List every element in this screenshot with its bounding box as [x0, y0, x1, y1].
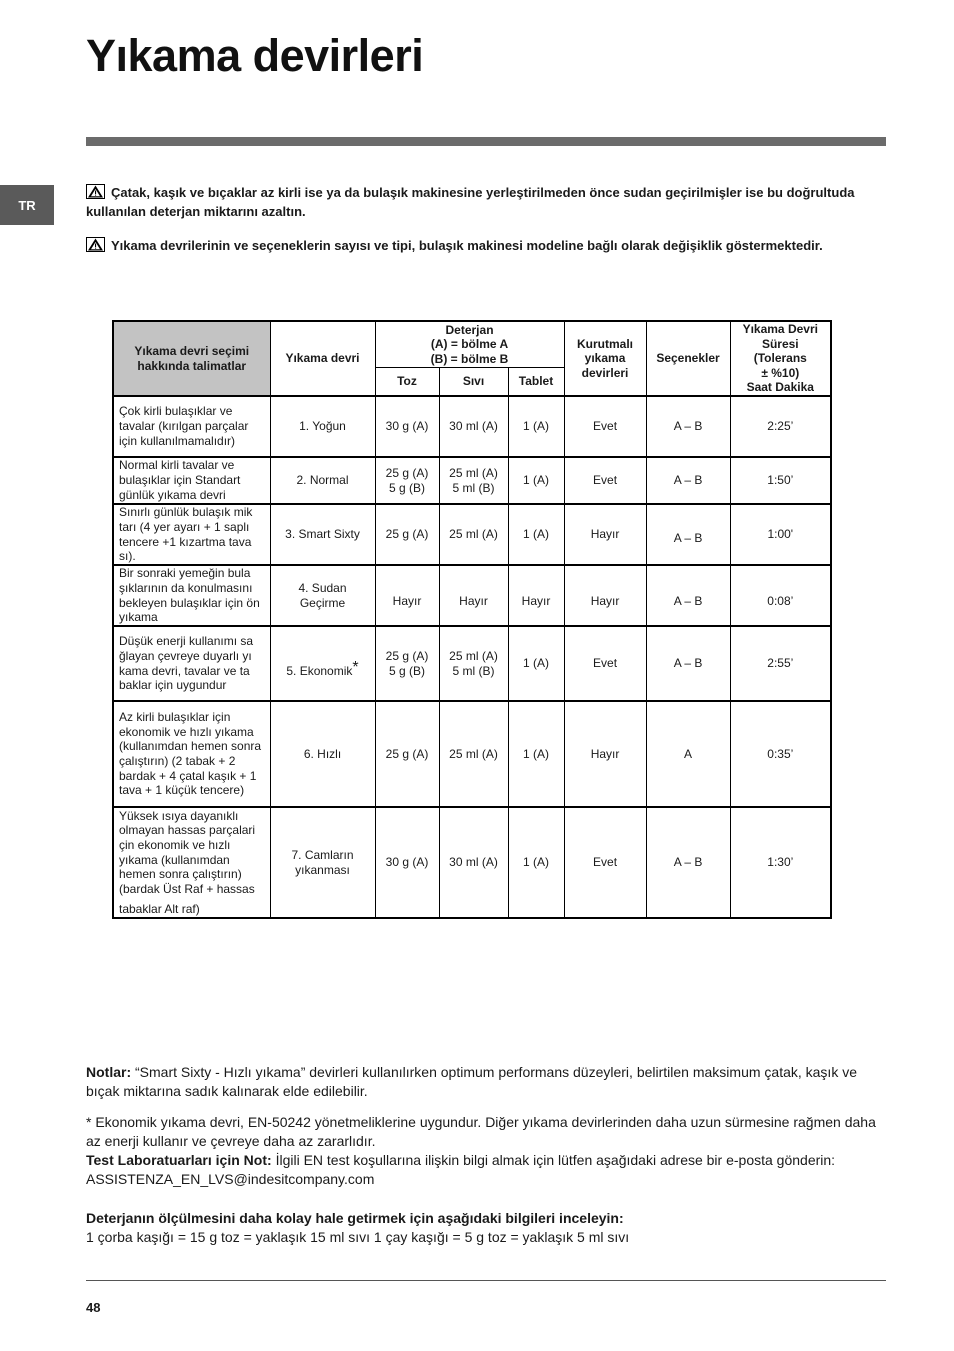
warning-icon: [86, 237, 105, 252]
table-row: [113, 504, 831, 565]
cell-options: A – B: [646, 807, 730, 918]
cell-duration: 1:30’: [730, 807, 831, 918]
cell-powder-line: 5 g (B): [388, 480, 425, 495]
cell-instructions-text: tabaklar Alt raf): [119, 901, 200, 916]
notes-label: Notlar:: [86, 1064, 132, 1080]
cell-tablet: 1 (A): [508, 626, 564, 701]
cell-tablet: 1 (A): [508, 396, 564, 457]
warning-text-1: Çatak, kaşık ve bıçaklar az kirli ise ya da bulaşık makinesine yerleştirilmeden önce sudan geçirilmişler ise bu doğrultuda kullanılan deterjan miktarını azaltın.: [86, 185, 855, 219]
cell-powder: [375, 626, 439, 701]
cell-duration: 2:25’: [730, 396, 831, 457]
cell-duration: 1:00': [730, 504, 831, 565]
cell-tablet: 1 (A): [508, 807, 564, 918]
header-drying-line: devirleri: [581, 365, 629, 380]
cell-powder-line: 25 g (A): [385, 527, 429, 542]
cell-liquid-line: 25 ml (A): [449, 746, 498, 761]
cell-drying: Hayır: [564, 504, 646, 565]
cell-drying: Evet: [564, 396, 646, 457]
wash-cycles-table: [112, 320, 832, 919]
header-instructions: Yıkama devri seçimi hakkında talimatlar: [113, 321, 270, 396]
warning-text-2: Yıkama devrilerinin ve seçeneklerin sayısı ve tipi, bulaşık makinesi modeline bağlı olarak değişiklik göstermektedir.: [111, 238, 823, 253]
header-tablet: Tablet: [508, 367, 564, 396]
warning-icon: [86, 184, 105, 199]
warning-note-1: [86, 183, 876, 221]
notes-paragraph: [86, 1063, 878, 1101]
cell-instructions: [113, 807, 270, 918]
cell-cycle: 3. Smart Sixty: [270, 504, 375, 565]
cell-cycle-line: 4. Sudan: [298, 580, 347, 595]
cell-powder-line: 30 g (A): [385, 419, 429, 434]
cell-powder: [375, 701, 439, 807]
cell-tablet: 1 (A): [508, 504, 564, 565]
header-duration-line: Yıkama Devri: [742, 322, 818, 337]
cell-liquid: [439, 504, 508, 565]
header-drying: [564, 321, 646, 396]
header-duration-line: Süresi: [761, 336, 799, 351]
cell-duration: 2:55’: [730, 626, 831, 701]
footnote-asterisk: *: [352, 658, 359, 676]
footer-divider: [86, 1280, 886, 1281]
table-row: [113, 457, 831, 504]
cell-powder: [375, 396, 439, 457]
cell-duration: [730, 565, 831, 626]
cell-powder: [375, 504, 439, 565]
lab-email: ASSISTENZA_EN_LVS@indesitcompany.com: [86, 1171, 375, 1187]
header-detergent: [375, 321, 564, 367]
lab-note-text: İlgili EN test koşullarına ilişkin bilgi almak için lütfen aşağıdaki adrese bir e-posta gönderin:: [275, 1152, 836, 1168]
cell-powder-line: Hayır: [392, 594, 422, 609]
cell-powder: [375, 565, 439, 626]
cell-liquid: [439, 626, 508, 701]
cell-powder-line: 5 g (B): [388, 663, 425, 678]
cell-duration-text: 0:08’: [767, 594, 794, 609]
cell-cycle-line: Geçirme: [299, 595, 346, 610]
table-row: [113, 565, 831, 626]
cell-liquid-line: 25 ml (A): [449, 648, 498, 663]
header-detergent-line: (B) = bölme B: [430, 351, 509, 366]
measure-text: 1 çorba kaşığı = 15 g toz = yaklaşık 15 ml sıvı 1 çay kaşığı = 5 g toz = yaklaşık 5 ml sıvı: [86, 1229, 630, 1245]
cell-drying: Hayır: [564, 701, 646, 807]
economy-footnote: * Ekonomik yıkama devri, EN-50242 yönetmeliklerine uygundur. Diğer yıkama devirlerinden daha uzun sürmesine rağmen daha az enerji kullanır ve çevreye daha az zararlıdır.: [86, 1114, 876, 1149]
table-row: [113, 626, 831, 701]
lab-note-label: Test Laboratuarları için Not:: [86, 1152, 272, 1168]
table-row: [113, 701, 831, 807]
cell-options: A – B: [646, 626, 730, 701]
cell-cycle: [270, 565, 375, 626]
cell-powder-line: 25 g (A): [385, 648, 429, 663]
cell-powder: [375, 457, 439, 504]
cell-liquid-line: 5 ml (B): [452, 480, 495, 495]
header-duration-line: ± %10): [761, 365, 800, 380]
cell-cycle-line: yıkanması: [295, 862, 350, 877]
cell-duration: 0:35’: [730, 701, 831, 807]
language-tab: TR: [0, 185, 54, 225]
cell-options: [646, 504, 730, 565]
warning-note-2: [86, 236, 906, 255]
cell-cycle: [270, 626, 375, 701]
cell-drying: Evet: [564, 626, 646, 701]
cell-powder: [375, 807, 439, 918]
page-title: Yıkama devirleri: [86, 30, 424, 81]
measure-title-text: Deterjanın ölçülmesini daha kolay hale getirmek için aşağıdaki bilgileri inceleyin:: [86, 1210, 624, 1226]
header-options: Seçenekler: [646, 321, 730, 396]
cell-drying: Evet: [564, 807, 646, 918]
cell-liquid: [439, 807, 508, 918]
table-row: [113, 807, 831, 918]
cell-drying: Evet: [564, 457, 646, 504]
header-detergent-line: (A) = bölme A: [430, 337, 509, 351]
notes-section: [86, 1063, 878, 1247]
header-detergent-line: Deterjan: [445, 322, 494, 337]
cell-options: A – B: [646, 457, 730, 504]
header-duration-line: Saat Dakika: [746, 380, 814, 395]
cell-duration: 1:50’: [730, 457, 831, 504]
cell-instructions-text: Yüksek ısıya dayanıklı olmayan hassas parçalari çin ekonomik ve hızlı yıkama (kullanımdan hemen sonra çalıştırın) (bardak Üst Raf + hassas: [119, 808, 256, 897]
table-row: [113, 396, 831, 457]
cell-cycle: 2. Normal: [270, 457, 375, 504]
cell-tablet: 1 (A): [508, 701, 564, 807]
cell-cycle-text: 5. Ekonomik: [286, 663, 353, 678]
cell-instructions: Sınırlı günlük bulaşık mik tarı (4 yer ayarı + 1 saplı tencere +1 kızartma tava sı).: [113, 504, 270, 565]
cell-liquid-line: 30 ml (A): [449, 855, 498, 870]
cell-liquid-line: 25 ml (A): [449, 527, 498, 542]
cell-instructions: Bir sonraki yemeğin bula şıklarının da konulmasını bekleyen bulaşıklar için ön yıkama: [113, 565, 270, 626]
cell-options: A: [646, 701, 730, 807]
header-drying-line: yıkama: [584, 351, 626, 366]
header-duration-line: (Tolerans: [753, 351, 807, 366]
cell-powder-line: 30 g (A): [385, 855, 429, 870]
page-number: 48: [86, 1300, 101, 1315]
cell-liquid-line: 5 ml (B): [452, 663, 495, 678]
title-divider: [86, 137, 886, 146]
measure-title: [86, 1209, 878, 1228]
cell-liquid: [439, 701, 508, 807]
cell-tablet-text: Hayır: [521, 594, 551, 609]
cell-cycle: [270, 807, 375, 918]
header-powder: Toz: [375, 367, 439, 396]
cell-liquid-line: 25 ml (A): [449, 465, 498, 480]
cell-options-text: A – B: [673, 594, 703, 609]
cell-cycle: 1. Yoğun: [270, 396, 375, 457]
header-duration: [730, 321, 831, 396]
cell-tablet: [508, 565, 564, 626]
cell-liquid: [439, 565, 508, 626]
cell-options: [646, 565, 730, 626]
cell-liquid-line: 30 ml (A): [449, 419, 498, 434]
cell-drying: [564, 565, 646, 626]
cell-liquid: [439, 396, 508, 457]
header-drying-line: Kurutmalı: [577, 336, 634, 351]
cell-powder-line: 25 g (A): [385, 465, 429, 480]
cell-powder-line: 25 g (A): [385, 746, 429, 761]
header-cycle: Yıkama devri: [270, 321, 375, 396]
header-liquid: Sıvı: [439, 367, 508, 396]
cell-drying-text: Hayır: [590, 594, 620, 609]
cell-options: A – B: [646, 396, 730, 457]
cell-cycle: 6. Hızlı: [270, 701, 375, 807]
cell-cycle-line: 7. Camların: [291, 847, 354, 862]
cell-liquid: [439, 457, 508, 504]
cell-liquid-line: Hayır: [459, 594, 488, 609]
cell-instructions: Az kirli bulaşıklar için ekonomik ve hızlı yıkama (kullanımdan hemen sonra çalıştırın) (2 tabak + 2 bardak + 4 çatal kaşık + 1 tava + 1 küçük tencere): [113, 701, 270, 807]
cell-options-text: A – B: [673, 531, 703, 546]
cell-tablet: 1 (A): [508, 457, 564, 504]
cell-instructions: Normal kirli tavalar ve bulaşıklar için Standart günlük yıkama devri: [113, 457, 270, 504]
notes-text: “Smart Sixty - Hızlı yıkama” devirleri kullanılırken optimum performans düzeyleri, belirtilen maksimum çatak, kaşık ve bıçak miktarına sadık kalınarak elde edilebilir.: [86, 1064, 857, 1099]
cell-instructions: Çok kirli bulaşıklar ve tavalar (kırılgan parçalar için kullanılmamalıdır): [113, 396, 270, 457]
lab-note: [86, 1151, 878, 1189]
cell-instructions: Düşük enerji kullanımı sa ğlayan çevreye duyarlı yı kama devri, tavalar ve ta baklar için uygundur: [113, 626, 270, 701]
